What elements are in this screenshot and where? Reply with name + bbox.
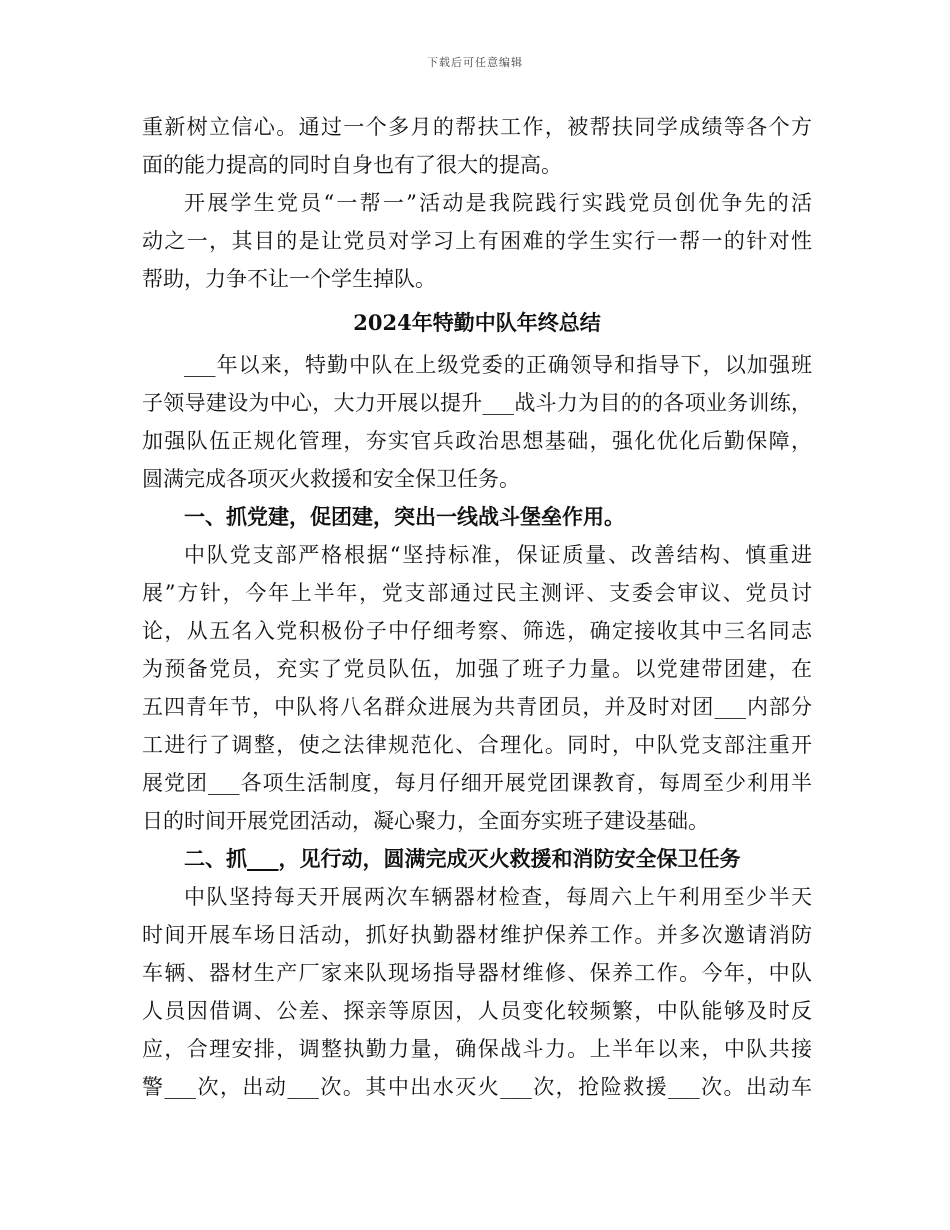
body-line: 开展学生党员“一帮一”活动是我院践行实践党员创优争先的活 — [184, 191, 812, 215]
body-line: 警___次，出动___次。其中出水灭火___次，抢险救援___次。出动车 — [142, 1075, 812, 1099]
body-line: 面的能力提高的同时自身也有了很大的提高。 — [142, 153, 562, 177]
body-line: 重新树立信心。通过一个多月的帮扶工作，被帮扶同学成绩等各个方 — [142, 115, 812, 139]
page-header: 下载后可任意编辑 — [427, 56, 523, 69]
body-line: 论，从五名入党积极份子中仔细考察、筛选，确定接收其中三名同志 — [142, 619, 812, 643]
body-line: 中队党支部严格根据“坚持标准，保证质量、改善结构、慎重进 — [184, 543, 812, 567]
body-line: 子领导建设为中心，大力开展以提升___战斗力为目的的各项业务训练， — [142, 391, 812, 415]
body-line: 帮助，力争不让一个学生掉队。 — [142, 267, 436, 291]
body-line: 五四青年节，中队将八名群众进展为共青团员，并及时对团___内部分 — [142, 695, 812, 719]
body-line: 日的时间开展党团活动，凝心聚力，全面夯实班子建设基础。 — [142, 809, 709, 833]
body-line: 工进行了调整，使之法律规范化、合理化。同时，中队党支部注重开 — [142, 733, 812, 757]
body-line: 应，合理安排，调整执勤力量，确保战斗力。上半年以来，中队共接 — [142, 1037, 812, 1061]
body-line: 动之一，其目的是让党员对学习上有困难的学生实行一帮一的针对性 — [142, 229, 812, 253]
body-line: 展”方针，今年上半年，党支部通过民主测评、支委会审议、党员讨 — [142, 581, 812, 605]
document-title: 2024年特勤中队年终总结 — [353, 310, 601, 335]
body-line: 展党团___各项生活制度，每月仔细开展党团课教育，每周至少利用半 — [142, 771, 812, 795]
section-heading: 一、抓党建，促团建，突出一线战斗堡垒作用。 — [184, 504, 625, 529]
body-line: 中队坚持每天开展两次车辆器材检查，每周六上午利用至少半天 — [184, 885, 812, 909]
body-line: 为预备党员，充实了党员队伍，加强了班子力量。以党建带团建，在 — [142, 657, 812, 681]
body-line: 加强队伍正规化管理，夯实官兵政治思想基础，强化优化后勤保障， — [142, 429, 812, 453]
document-body — [142, 108, 812, 1106]
section-heading: 二、抓___，见行动，圆满完成灭火救援和消防安全保卫任务 — [184, 846, 741, 871]
body-line: ___年以来，特勤中队在上级党委的正确领导和指导下，以加强班 — [184, 353, 812, 377]
body-line: 时间开展车场日活动，抓好执勤器材维护保养工作。并多次邀请消防 — [142, 923, 812, 947]
body-line: 圆满完成各项灭火救援和安全保卫任务。 — [142, 467, 520, 491]
body-line: 人员因借调、公差、探亲等原因，人员变化较频繁，中队能够及时反 — [142, 999, 812, 1023]
body-line: 车辆、器材生产厂家来队现场指导器材维修、保养工作。今年，中队 — [142, 961, 812, 985]
